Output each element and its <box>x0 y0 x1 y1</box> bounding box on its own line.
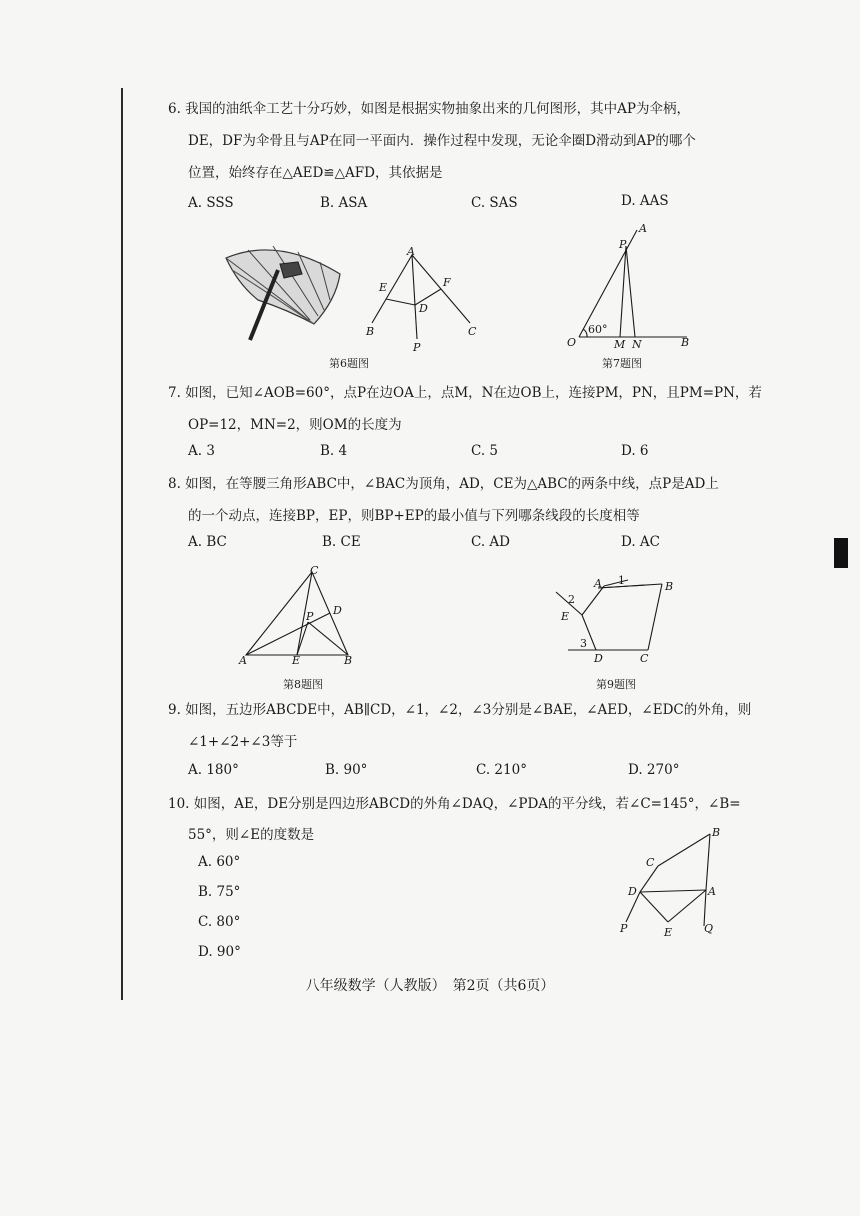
page-footer: 八年级数学（人教版） 第2页（共6页） <box>305 978 555 994</box>
q8-caption: 第8题图 <box>283 678 323 691</box>
q7-option-c: C. 5 <box>471 443 499 459</box>
fig8-label-b: B <box>344 654 353 667</box>
q8-line-2: 的一个动点，连接BP，EP，则BP+EP的最小值与下列哪条线段的长度相等 <box>188 508 640 524</box>
fig8-label-e: E <box>292 654 301 667</box>
fig9-label-a: A <box>594 577 602 590</box>
fig9-angle-1: 1 <box>618 574 625 587</box>
q7-line-1: 7. 如图，已知∠AOB=60°，点P在边OA上，点M，N在边OB上，连接PM，PN，且PM=PN，若 <box>168 385 762 401</box>
q6-option-c: C. SAS <box>471 195 518 211</box>
fig7-label-b: B <box>681 336 690 349</box>
q6-caption: 第6题图 <box>329 357 369 370</box>
q10-line-2: 55°，则∠E的度数是 <box>188 827 315 843</box>
fig6-label-p: P <box>413 341 421 354</box>
fig7-label-a: A <box>639 222 647 235</box>
umbrella-illustration <box>218 240 348 345</box>
q8-option-a: A. BC <box>188 534 227 550</box>
fig9-angle-2: 2 <box>568 593 575 606</box>
fig10-label-p: P <box>620 922 628 935</box>
q9-line-1: 9. 如图，五边形ABCDE中，AB∥CD，∠1，∠2，∠3分别是∠BAE，∠AED，∠EDC的外角，则 <box>168 702 752 718</box>
fig9-geometry <box>548 570 688 670</box>
q9-option-d: D. 270° <box>628 762 680 778</box>
q8-option-d: D. AC <box>621 534 661 550</box>
q6-line-1: 6. 我国的油纸伞工艺十分巧妙，如图是根据实物抽象出来的几何图形，其中AP为伞柄， <box>168 101 691 117</box>
margin-rule <box>121 88 123 1000</box>
fig9-label-c: C <box>640 652 649 665</box>
q10-option-d: D. 90° <box>198 944 241 960</box>
fig6-label-c: C <box>468 325 477 338</box>
fig8-geometry <box>234 562 364 672</box>
q10-line-1: 10. 如图，AE，DE分别是四边形ABCD的外角∠DAQ，∠PDA的平分线，若∠C=145°，∠B= <box>168 796 741 812</box>
fig7-angle-label: 60° <box>588 323 608 336</box>
q7-option-d: D. 6 <box>621 443 649 459</box>
fig6-label-d: D <box>419 302 428 315</box>
q6-line-2: DE，DF为伞骨且与AP在同一平面内．操作过程中发现，无论伞圈D滑动到AP的哪个 <box>188 133 696 149</box>
q10-option-b: B. 75° <box>198 884 241 900</box>
q8-option-c: C. AD <box>471 534 511 550</box>
fig9-label-b: B <box>665 580 674 593</box>
q9-caption: 第9题图 <box>596 678 636 691</box>
fig9-angle-3: 3 <box>580 637 587 650</box>
fig7-label-o: O <box>567 336 577 349</box>
q9-option-a: A. 180° <box>188 762 239 778</box>
q8-option-b: B. CE <box>322 534 361 550</box>
fig6-label-b: B <box>366 325 375 338</box>
fig8-label-p: P <box>306 610 314 623</box>
fig6-label-f: F <box>443 276 451 289</box>
fig10-label-d: D <box>628 885 637 898</box>
q9-line-2: ∠1+∠2+∠3等于 <box>188 734 298 750</box>
q7-option-a: A. 3 <box>188 443 215 459</box>
fig6-geometry <box>360 245 490 355</box>
q9-option-c: C. 210° <box>476 762 527 778</box>
q10-option-a: A. 60° <box>198 854 241 870</box>
q6-line-3: 位置，始终存在△AED≌△AFD，其依据是 <box>188 165 443 181</box>
fig10-label-a: A <box>708 885 716 898</box>
page-edge-mark <box>834 538 848 568</box>
q8-line-1: 8. 如图，在等腰三角形ABC中，∠BAC为顶角，AD，CE为△ABC的两条中线，点P是AD上 <box>168 476 719 492</box>
fig10-geometry <box>612 822 732 942</box>
q6-option-b: B. ASA <box>320 195 368 211</box>
fig8-label-a: A <box>239 654 247 667</box>
fig6-label-a: A <box>407 245 415 258</box>
q6-option-d: D. AAS <box>621 193 669 209</box>
fig9-label-d: D <box>594 652 603 665</box>
fig7-label-n: N <box>632 338 642 350</box>
q7-line-2: OP=12，MN=2，则OM的长度为 <box>188 417 402 433</box>
fig9-label-e: E <box>561 610 570 623</box>
fig10-label-c: C <box>646 856 655 869</box>
fig10-label-e: E <box>664 926 673 939</box>
fig8-label-c: C <box>310 564 319 577</box>
q9-option-b: B. 90° <box>325 762 368 778</box>
fig7-label-m: M <box>614 338 626 350</box>
fig6-label-e: E <box>379 281 388 294</box>
fig10-label-q: Q <box>704 922 714 935</box>
fig8-label-d: D <box>333 604 342 617</box>
fig10-label-b: B <box>712 826 721 839</box>
q6-option-a: A. SSS <box>188 195 234 211</box>
q10-option-c: C. 80° <box>198 914 241 930</box>
fig7-label-p: P <box>619 238 627 251</box>
q7-option-b: B. 4 <box>320 443 348 459</box>
fig7-geometry <box>563 222 703 350</box>
q7-caption: 第7题图 <box>602 357 642 370</box>
